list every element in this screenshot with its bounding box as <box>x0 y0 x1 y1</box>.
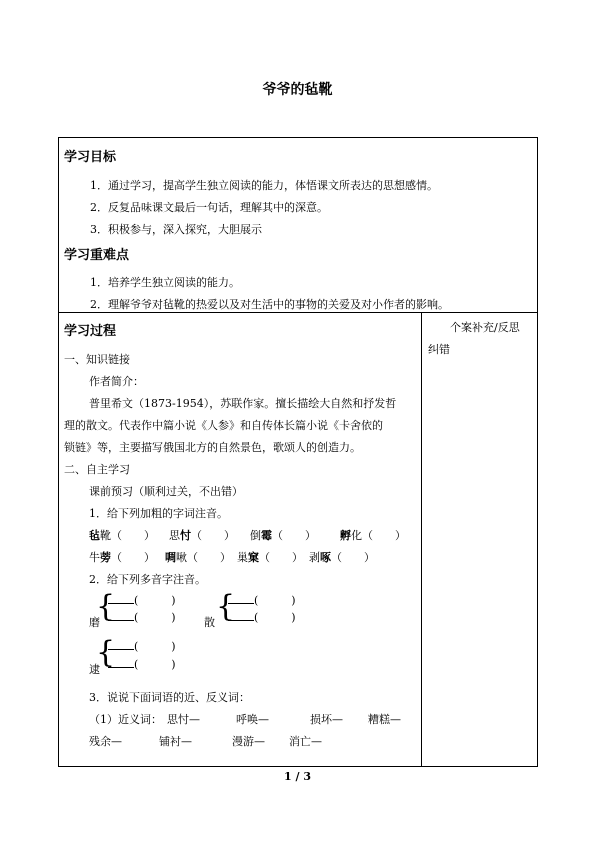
blank-line: ( ) <box>228 592 296 608</box>
synonym-item: 呼唤— <box>236 713 269 726</box>
page-number: 1 / 3 <box>284 770 311 783</box>
pinyin-item: 剥啄（ ） <box>309 551 375 564</box>
pinyin-item: 巢窠（ ） <box>237 551 303 564</box>
polyphonic-char-san: 散 <box>204 616 215 629</box>
blank-line: ( ) <box>108 609 176 625</box>
side-note-1: 个案补充/反思 <box>450 321 520 334</box>
brace-icon: { <box>96 589 116 624</box>
synonym-item: 铺衬— <box>159 735 192 748</box>
key-heading: 学习重难点 <box>64 248 130 263</box>
pinyin-item: 啁啾（ ） <box>165 551 231 564</box>
pinyin-item: 牛蒡（ ） <box>89 551 155 564</box>
pinyin-item: 毡靴（ ） <box>89 529 155 542</box>
blank-line: ( ) <box>228 609 296 625</box>
brace-icon: { <box>216 589 236 624</box>
synonym-item: 漫游— <box>232 735 265 748</box>
pinyin-item: 孵化（ ） <box>340 529 406 542</box>
preview-line: 课前预习（顺利过关，不出错） <box>89 485 243 498</box>
key-item-2: 2．理解爷爷对毡靴的热爱以及对生活中的事物的关爱及对小作者的影响。 <box>90 298 449 311</box>
author-para-3: 锁链》等，主要描写俄国北方的自然景色，歌颂人的创造力。 <box>64 441 361 454</box>
question-1: 1．给下列加粗的字词注音。 <box>89 507 228 520</box>
synonym-item: 糟糕— <box>368 713 401 726</box>
synonym-item: 消亡— <box>289 735 322 748</box>
synonym-item: 损坏— <box>310 713 343 726</box>
author-label: 作者简介： <box>89 375 144 388</box>
question-3: 3．说说下面词语的近、反义词： <box>89 691 250 704</box>
polyphonic-char-dai: 逮 <box>89 663 100 676</box>
pinyin-item: 思忖（ ） <box>169 529 235 542</box>
question-2: 2．给下列多音字注音。 <box>89 573 206 586</box>
blank-line: ( ) <box>108 638 176 654</box>
goal-item-1: 1．通过学习，提高学生独立阅读的能力，体悟课文所表达的思想感情。 <box>90 179 438 192</box>
author-para-1: 普里希文（1873-1954），苏联作家。擅长描绘大自然和抒发哲 <box>89 397 397 410</box>
synonym-label: （1）近义词： <box>89 713 162 726</box>
process-heading: 学习过程 <box>64 324 117 339</box>
author-para-2: 理的散文。代表作中篇小说《人参》和自传体长篇小说《卡舍依的 <box>64 419 383 432</box>
key-item-1: 1．培养学生独立阅读的能力。 <box>90 276 240 289</box>
column-divider <box>421 312 422 767</box>
part2-heading: 二、自主学习 <box>64 463 130 476</box>
blank-line: ( ) <box>108 656 176 672</box>
synonym-item: 思忖— <box>167 713 200 726</box>
blank-line: ( ) <box>108 592 176 608</box>
polyphonic-char-mo: 磨 <box>89 616 100 629</box>
synonym-item: 残余— <box>89 735 122 748</box>
goals-heading: 学习目标 <box>64 150 117 165</box>
goal-item-2: 2．反复品味课文最后一句话，理解其中的深意。 <box>90 201 328 214</box>
goal-item-3: 3．积极参与，深入探究，大胆展示 <box>90 223 262 236</box>
pinyin-item: 倒霉（ ） <box>250 529 316 542</box>
brace-icon: { <box>96 635 116 670</box>
page-title: 爷爷的毡靴 <box>262 82 333 98</box>
part1-heading: 一、知识链接 <box>64 353 130 366</box>
side-note-2: 纠错 <box>428 343 450 356</box>
